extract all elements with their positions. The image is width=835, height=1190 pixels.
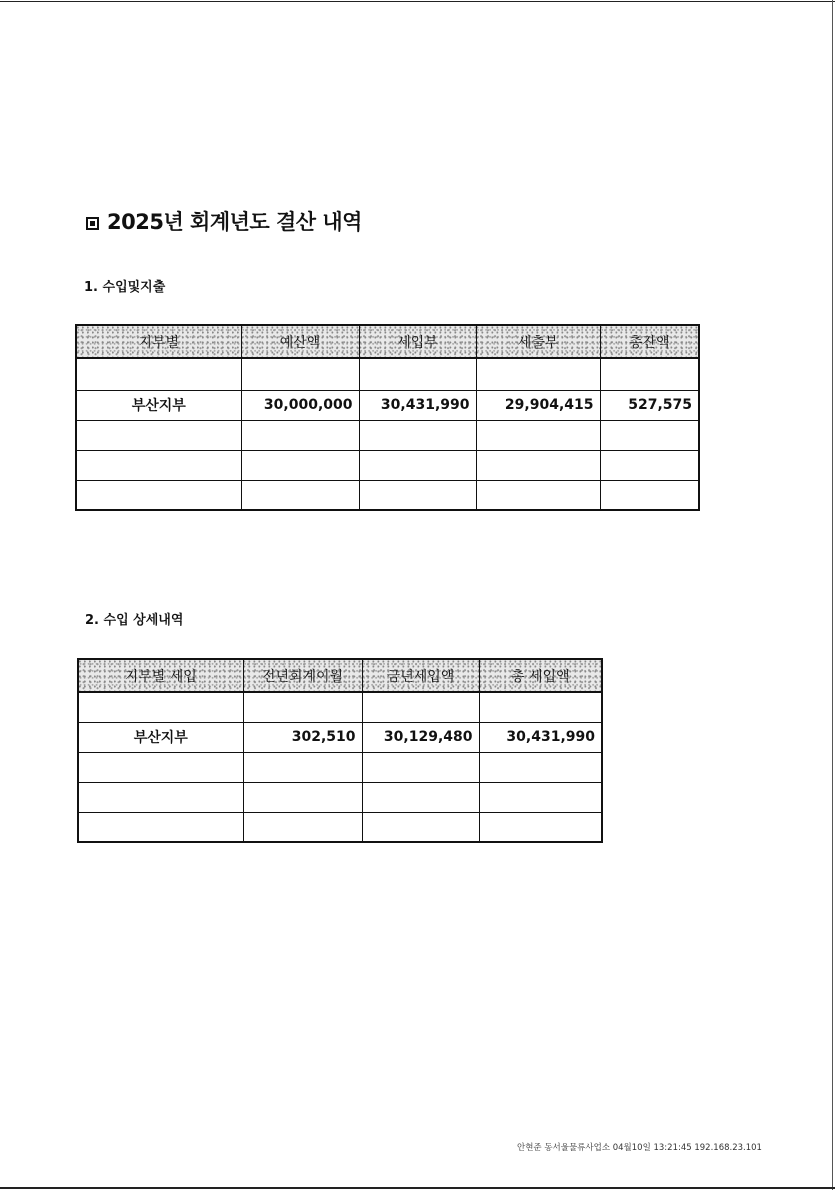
table-cell	[241, 450, 359, 480]
column-header: 전년회계이월	[243, 659, 362, 692]
table-cell: 30,431,990	[479, 722, 602, 752]
table-cell	[479, 812, 602, 842]
table-cell	[243, 692, 362, 722]
table-row	[78, 752, 602, 782]
table-row	[76, 450, 699, 480]
table-cell	[359, 420, 476, 450]
table-cell	[359, 480, 476, 510]
column-header: 지부별 세입	[78, 659, 243, 692]
table-cell	[78, 752, 243, 782]
column-header: 지부별	[76, 325, 241, 358]
table-cell	[600, 450, 699, 480]
income-expense-table	[75, 324, 700, 511]
column-header: 세입부	[359, 325, 476, 358]
table-cell	[479, 752, 602, 782]
table-cell	[359, 450, 476, 480]
table-cell	[600, 480, 699, 510]
table-cell	[600, 358, 699, 390]
table-cell	[359, 358, 476, 390]
table-cell	[476, 450, 600, 480]
table-cell: 30,000,000	[241, 390, 359, 420]
column-header: 총잔액	[600, 325, 699, 358]
table-cell	[76, 450, 241, 480]
column-header: 금년세입액	[362, 659, 479, 692]
table-cell	[362, 782, 479, 812]
table-cell: 302,510	[243, 722, 362, 752]
table-cell: 부산지부	[78, 722, 243, 752]
table-header-row	[78, 659, 602, 692]
table-cell	[476, 420, 600, 450]
table-cell	[479, 692, 602, 722]
table-cell: 30,129,480	[362, 722, 479, 752]
table-cell	[479, 782, 602, 812]
table-cell: 부산지부	[76, 390, 241, 420]
table-cell	[78, 812, 243, 842]
table-cell	[241, 420, 359, 450]
table-cell: 30,431,990	[359, 390, 476, 420]
table-header-row	[76, 325, 699, 358]
table-cell	[362, 692, 479, 722]
column-header: 세출부	[476, 325, 600, 358]
page-bottom-border	[0, 1187, 835, 1189]
table-cell	[243, 752, 362, 782]
column-header: 총 세입액	[479, 659, 602, 692]
table-row	[78, 782, 602, 812]
page-right-border	[832, 0, 833, 1190]
table-cell	[76, 420, 241, 450]
table-cell	[241, 480, 359, 510]
table-cell	[243, 812, 362, 842]
table-cell	[243, 782, 362, 812]
table-cell	[476, 358, 600, 390]
section2-title: 2. 수입 상세내역	[85, 613, 184, 628]
table-cell	[78, 782, 243, 812]
print-footer-stamp: 안현준 동서울물류사업소 04월10일 13:21:45 192.168.23.101	[517, 1143, 762, 1153]
table-cell	[76, 480, 241, 510]
document-title-text: 2025년 회계년도 결산 내역	[107, 210, 362, 234]
table-cell: 527,575	[600, 390, 699, 420]
table-cell	[476, 480, 600, 510]
table-row	[76, 480, 699, 510]
table-cell	[362, 812, 479, 842]
document-title	[86, 206, 362, 236]
table-row	[78, 812, 602, 842]
table-row	[78, 722, 602, 752]
table-cell: 29,904,415	[476, 390, 600, 420]
table-row	[78, 692, 602, 722]
table-row	[76, 358, 699, 390]
page-top-border	[0, 1, 835, 2]
table-row	[76, 420, 699, 450]
column-header: 예산액	[241, 325, 359, 358]
section1-title: 1. 수입및지출	[84, 280, 166, 295]
table-row	[76, 390, 699, 420]
table-cell	[241, 358, 359, 390]
square-bullet-icon	[86, 217, 99, 230]
income-detail-table	[77, 658, 603, 843]
table-cell	[76, 358, 241, 390]
table-cell	[78, 692, 243, 722]
table-cell	[362, 752, 479, 782]
table-cell	[600, 420, 699, 450]
